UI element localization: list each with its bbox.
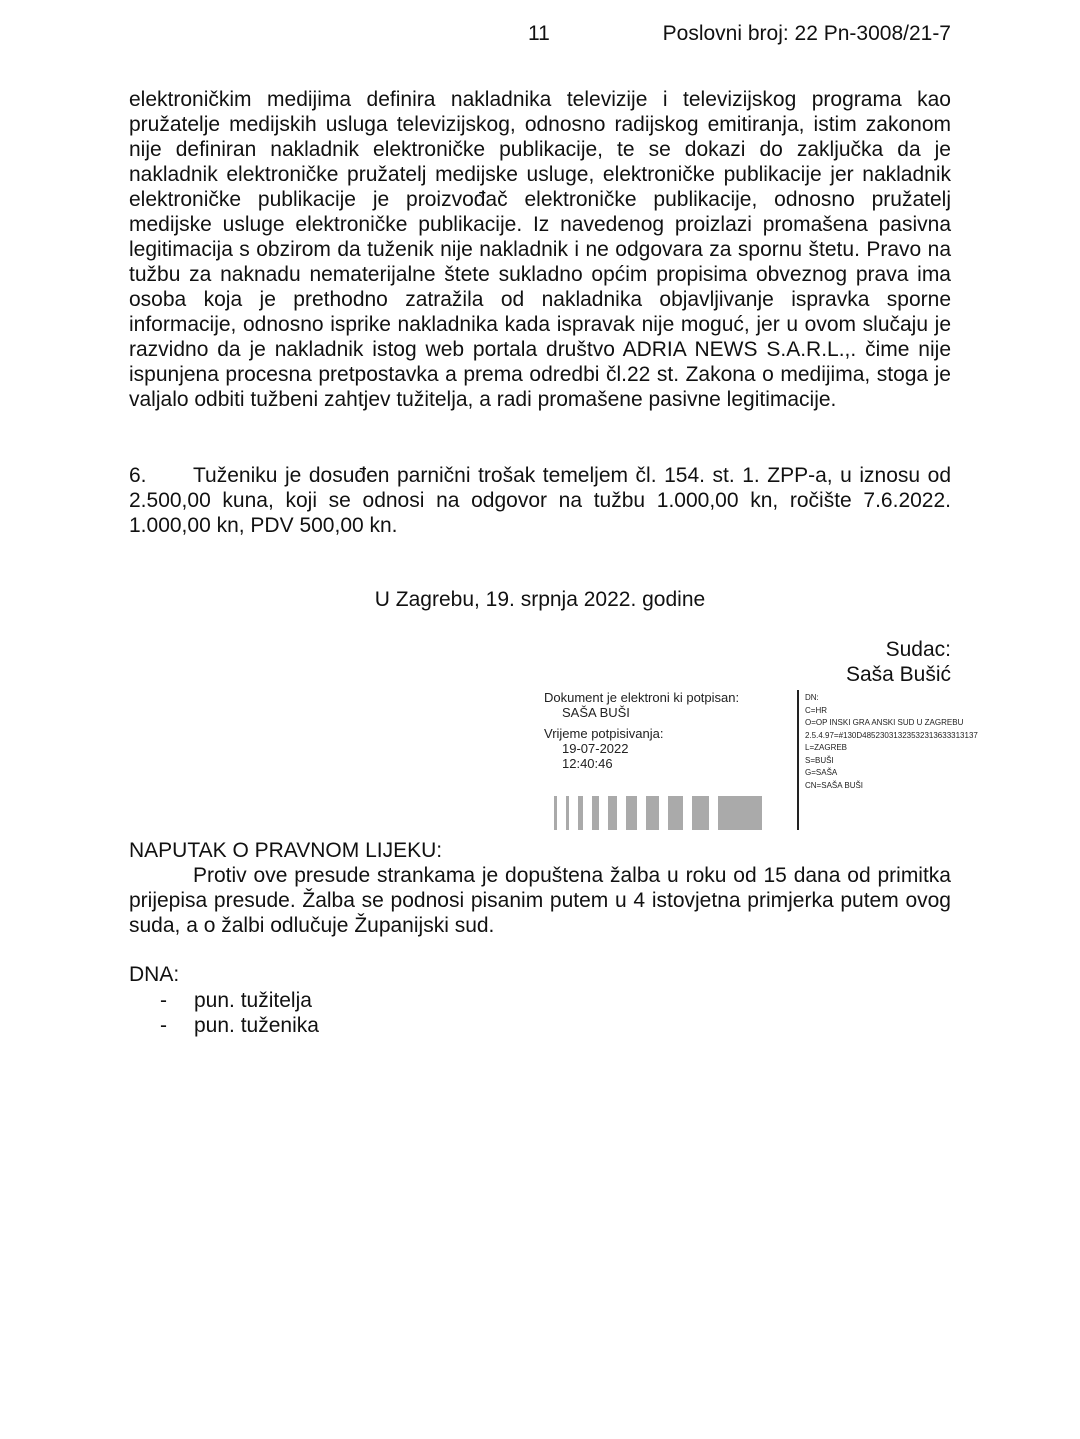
list-item: - pun. tuženika bbox=[160, 1014, 319, 1037]
instructions-title: NAPUTAK O PRAVNOM LIJEKU: bbox=[129, 839, 443, 862]
paragraph-six bbox=[129, 463, 951, 538]
judge-title: Sudac: bbox=[885, 638, 951, 661]
paragraph-main: elektroničkim medijima definira nakladnika televizije i televizijskog programa kao pružatelje medijskih usluga televizijskog, odnosno radijskog emitiranja, istim zakonom nije definiran nakladnik elektroničke publikacije, te se dokazi do zaključka da je nakladnik elektroničke pružatelj medijske usluge, elektroničke publikacije jer nakladnik elektroničke publikacije je proizvođač elektroničke publikacije, odnosno pružatelj medijske usluge elektroničke publikacije. Iz navedenog proizlazi promašena pasivna legitimacija s obzirom da tuženik nije nakladnik i ne odgovara za spornu štetu. Pravo na tužbu za naknadu nematerijalne štete sukladno općim propisima obveznog prava ima osoba koja je prethodno zatražila od nakladnika objavljivanje ispravka sporne informacije, odnosno isprike nakladnika kada ispravak nije moguć, jer u ovom slučaju je razvidno da je nakladnik istog web portala društvo ADRIA NEWS S.A.R.L.,. čime nije ispunjena procesna pretpostavka a prema odredbi čl.22 st. Zakona o medijima, stoga je valjalo odbiti tužbeni zahtjev tužitelja, a radi promašene pasivne legitimacije. bbox=[129, 88, 951, 411]
judge-name: Saša Bušić bbox=[845, 663, 951, 686]
case-number: Poslovni broj: 22 Pn-3008/21-7 bbox=[662, 22, 951, 45]
dn-line: O=OP INSKI GRA ANSKI SUD U ZAGREBU bbox=[805, 718, 964, 727]
signing-date: 19-07-2022 bbox=[562, 741, 629, 756]
paragraph-number: 6. bbox=[129, 464, 147, 487]
dna-title: DNA: bbox=[129, 963, 180, 986]
certificate-dn bbox=[805, 692, 978, 792]
place-date: U Zagrebu, 19. srpnja 2022. godine bbox=[374, 588, 706, 611]
digital-signature-block bbox=[544, 690, 984, 832]
dn-line: S=BUŠI bbox=[805, 755, 834, 765]
dn-line: CN=SAŠA BUŠI bbox=[805, 780, 864, 790]
signature-info bbox=[544, 690, 796, 771]
dna-item-label: pun. tužitelja bbox=[194, 989, 312, 1012]
dna-item-label: pun. tuženika bbox=[194, 1014, 319, 1037]
signed-label: Dokument je elektroni ki potpisan: bbox=[544, 690, 740, 705]
barcode bbox=[554, 796, 764, 830]
dn-line: L=ZAGREB bbox=[805, 743, 848, 752]
signing-time: 12:40:46 bbox=[562, 756, 613, 771]
dn-line: C=HR bbox=[805, 705, 828, 715]
dn-line: 2.5.4.97=#130D48523031323532313633313137 bbox=[805, 730, 978, 740]
dn-line: G=SAŠA bbox=[805, 768, 838, 777]
paragraph-six-text: Tuženiku je dosuđen parnični trošak temeljem čl. 154. st. 1. ZPP-a, u iznosu od 2.500,00 kuna, koji se odnosi na odgovor na tužbu 1.000,00 kn, ročište 7.6.2022. 1.000,00 kn, PDV 500,00 kn. bbox=[129, 464, 951, 537]
dna-list bbox=[160, 988, 319, 1038]
instructions-text: Protiv ove presude strankama je dopuštena žalba u roku od 15 dana od primitka prijepisa presude. Žalba se podnosi pisanim putem u 4 istovjetna primjerka putem ovog suda, a o žalbi odlučuje Županijski sud. bbox=[129, 864, 951, 937]
signature-divider bbox=[797, 690, 799, 830]
dn-line: DN: bbox=[805, 693, 819, 702]
signer-name: SAŠA BUŠI bbox=[562, 705, 630, 720]
list-item: - pun. tužitelja bbox=[160, 989, 312, 1012]
page-number: 11 bbox=[528, 22, 550, 45]
signing-time-label: Vrijeme potpisivanja: bbox=[544, 726, 664, 741]
